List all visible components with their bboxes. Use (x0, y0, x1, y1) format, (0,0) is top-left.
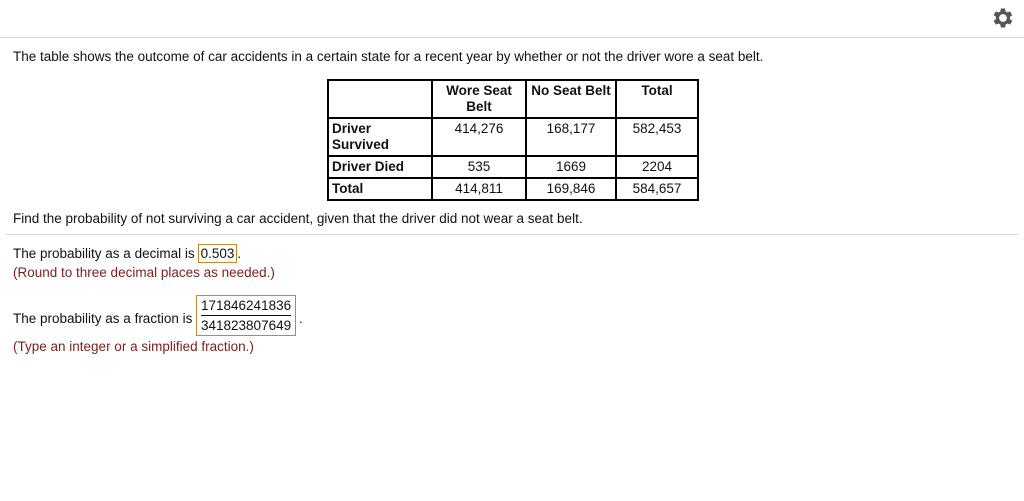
table-header-row (328, 80, 698, 118)
table-cell: 535 (432, 156, 526, 178)
fraction-answer-suffix: . (299, 311, 303, 326)
table-header-cell: Total (616, 80, 698, 118)
table-header-empty (328, 80, 432, 118)
decimal-answer-hint: (Round to three decimal places as needed.) (13, 265, 275, 280)
table-row-label: Driver Survived (328, 118, 432, 156)
table-row-label: Driver Died (328, 156, 432, 178)
fraction-answer-input[interactable] (196, 295, 296, 336)
table-row (328, 178, 698, 200)
intro-text: The table shows the outcome of car accidents in a certain state for a recent year by whether or not the driver wore a seat belt. (13, 49, 764, 64)
table-cell: 168,177 (526, 118, 616, 156)
fraction-answer-prefix: The probability as a fraction is (13, 311, 193, 326)
fraction-denominator: 341823807649 (201, 318, 292, 333)
table-row (328, 156, 698, 178)
table-header-cell: No Seat Belt (526, 80, 616, 118)
table-row-label: Total (328, 178, 432, 200)
gear-icon[interactable] (990, 5, 1016, 31)
divider (6, 234, 1018, 235)
decimal-answer-input[interactable]: 0.503 (198, 244, 238, 263)
fraction-answer-line (13, 311, 192, 326)
decimal-answer-suffix: . (237, 246, 242, 261)
table-cell: 1669 (526, 156, 616, 178)
outcome-table (327, 79, 699, 201)
decimal-answer-prefix: The probability as a decimal is (13, 246, 195, 261)
table-header-cell: Wore Seat Belt (432, 80, 526, 118)
question-text: Find the probability of not surviving a car accident, given that the driver did not wear a seat belt. (13, 211, 583, 226)
table-cell: 2204 (616, 156, 698, 178)
table-cell: 414,811 (432, 178, 526, 200)
table-row (328, 118, 698, 156)
table-cell: 414,276 (432, 118, 526, 156)
table-cell: 584,657 (616, 178, 698, 200)
table-cell: 582,453 (616, 118, 698, 156)
fraction-answer-hint: (Type an integer or a simplified fraction.) (13, 339, 254, 354)
table-cell: 169,846 (526, 178, 616, 200)
fraction-numerator: 171846241836 (201, 298, 291, 316)
top-toolbar (0, 0, 1024, 38)
decimal-answer-line (13, 244, 241, 263)
